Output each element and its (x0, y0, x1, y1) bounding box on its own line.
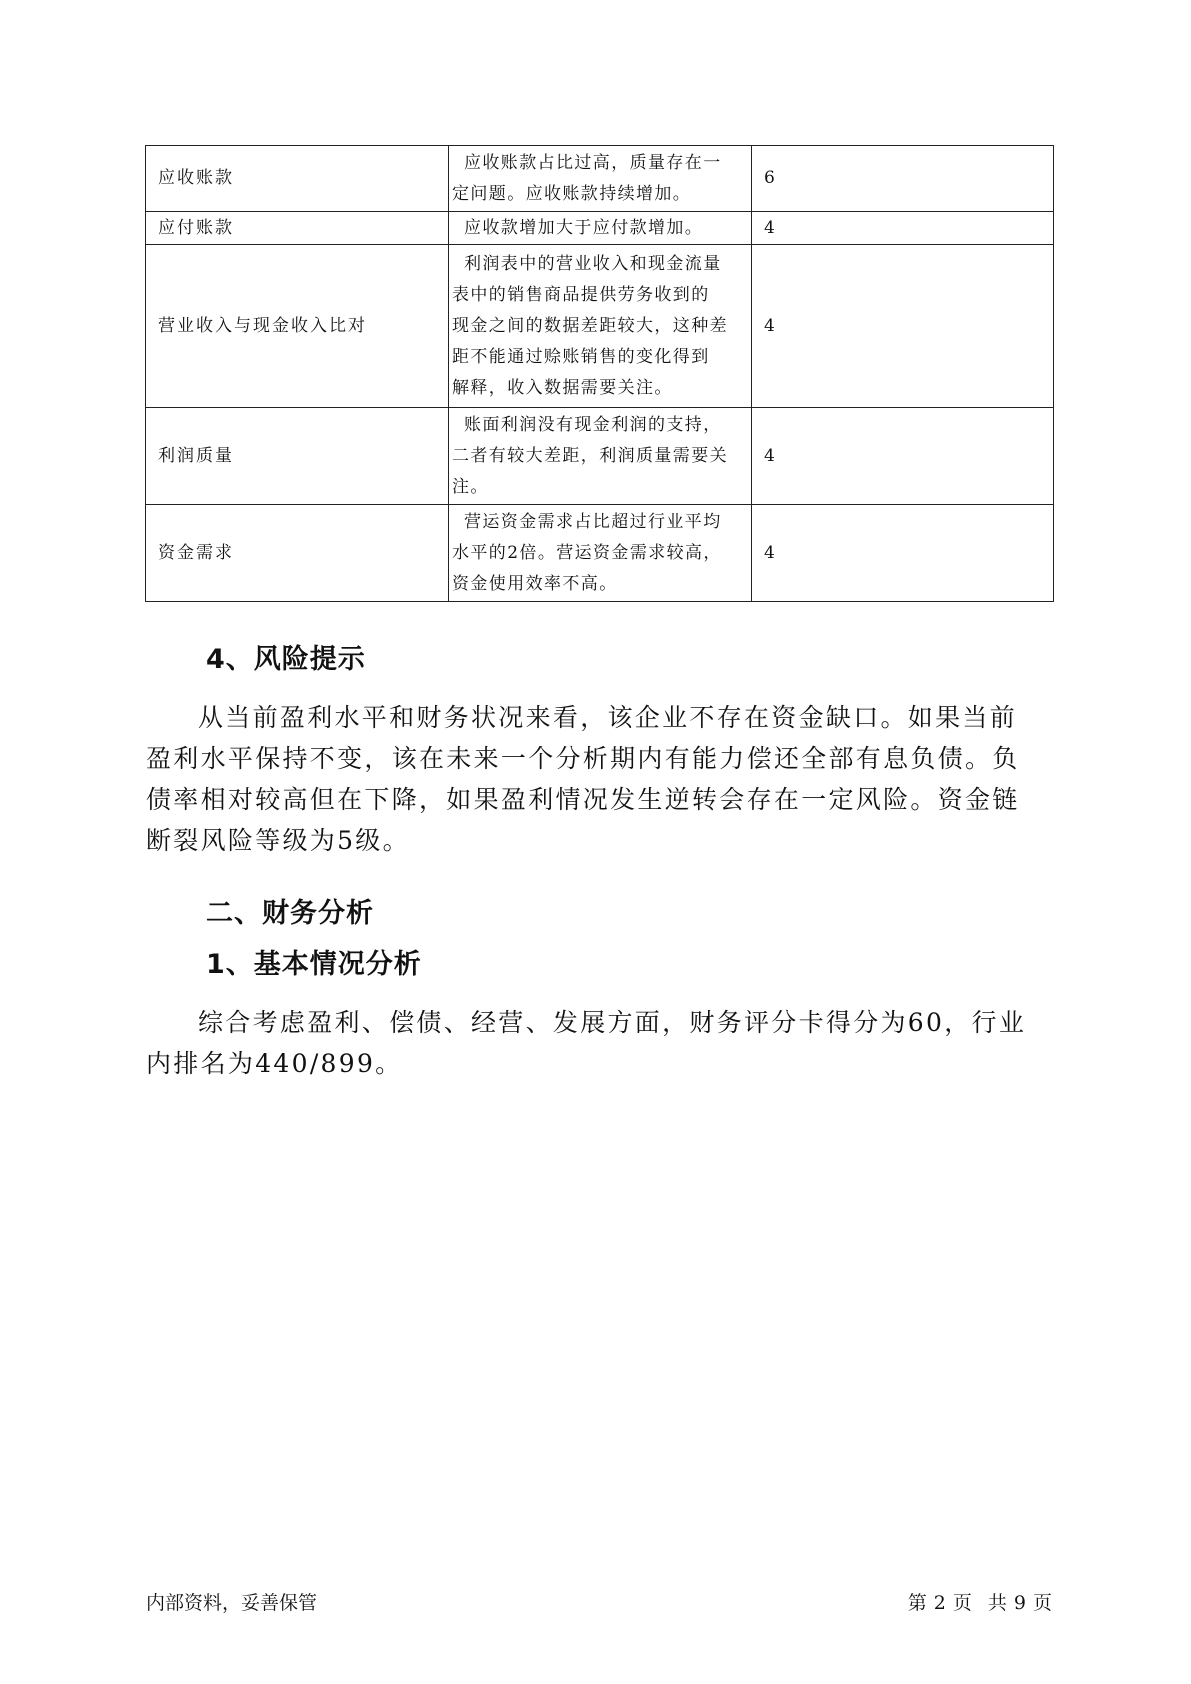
page-unit: 页 (952, 1592, 972, 1614)
description-line: 注。 (452, 476, 489, 497)
description-line: 利润表中的营业收入和现金流量 (464, 253, 722, 274)
table-row (146, 146, 1054, 212)
total-prefix: 共 (987, 1592, 1007, 1614)
description-line: 账面利润没有现金利润的支持， (464, 414, 722, 435)
description-line: 现金之间的数据差距较大，这种差 (452, 315, 728, 336)
risk-indicator-table (145, 145, 1054, 602)
indicator-score: 4 (752, 245, 1054, 408)
indicator-name: 应收账款 (146, 146, 449, 212)
paragraph-line: 盈利水平保持不变，该在未来一个分析期内有能力偿还全部有息负债。负 (146, 744, 1020, 773)
indicator-description (449, 146, 752, 212)
basic-analysis-heading: 1、基本情况分析 (206, 949, 422, 980)
indicator-name: 营业收入与现金收入比对 (146, 245, 449, 408)
indicator-name: 资金需求 (146, 505, 449, 602)
table-row (146, 505, 1054, 602)
confidential-notice: 内部资料，妥善保管 (146, 1592, 318, 1614)
paragraph-line: 综合考虑盈利、偿债、经营、发展方面，财务评分卡得分为60，行业 (198, 1008, 1027, 1037)
paragraph-line: 债率相对较高但在下降，如果盈利情况发生逆转会存在一定风险。资金链 (146, 785, 1020, 814)
indicator-description (449, 212, 752, 245)
description-line: 应收款增加大于应付款增加。 (464, 217, 704, 238)
description-line: 应收账款占比过高，质量存在一 (464, 152, 722, 173)
page-prefix: 第 (907, 1592, 927, 1614)
description-line: 表中的销售商品提供劳务收到的 (452, 284, 710, 305)
total-unit: 页 (1032, 1592, 1052, 1614)
description-line: 水平的2倍。营运资金需求较高， (452, 542, 722, 563)
description-line: 定问题。应收账款持续增加。 (452, 183, 692, 204)
indicator-name: 利润质量 (146, 408, 449, 505)
indicator-score: 6 (752, 146, 1054, 212)
description-line: 距不能通过赊账销售的变化得到 (452, 346, 710, 367)
indicator-name: 应付账款 (146, 212, 449, 245)
table-row (146, 212, 1054, 245)
description-line: 营运资金需求占比超过行业平均 (464, 511, 722, 532)
indicator-score: 4 (752, 505, 1054, 602)
indicator-description (449, 245, 752, 408)
indicator-score: 4 (752, 408, 1054, 505)
description-line: 解释，收入数据需要关注。 (452, 377, 673, 398)
paragraph-line: 从当前盈利水平和财务状况来看，该企业不存在资金缺口。如果当前 (198, 703, 1018, 732)
description-line: 资金使用效率不高。 (452, 573, 618, 594)
total-pages: 9 (1013, 1592, 1026, 1614)
financial-analysis-heading: 二、财务分析 (206, 898, 374, 929)
indicator-description (449, 408, 752, 505)
indicator-description (449, 505, 752, 602)
indicator-score: 4 (752, 212, 1054, 245)
paragraph-line: 断裂风险等级为5级。 (146, 826, 410, 855)
current-page: 2 (933, 1592, 946, 1614)
table-row (146, 245, 1054, 408)
paragraph-line: 内排名为440/899。 (146, 1049, 403, 1078)
risk-warning-paragraph (146, 697, 1046, 861)
risk-warning-heading: 4、风险提示 (206, 644, 366, 675)
table-row (146, 408, 1054, 505)
basic-analysis-paragraph (146, 1002, 1046, 1084)
description-line: 二者有较大差距，利润质量需要关 (452, 445, 728, 466)
page-number (908, 1588, 1052, 1615)
